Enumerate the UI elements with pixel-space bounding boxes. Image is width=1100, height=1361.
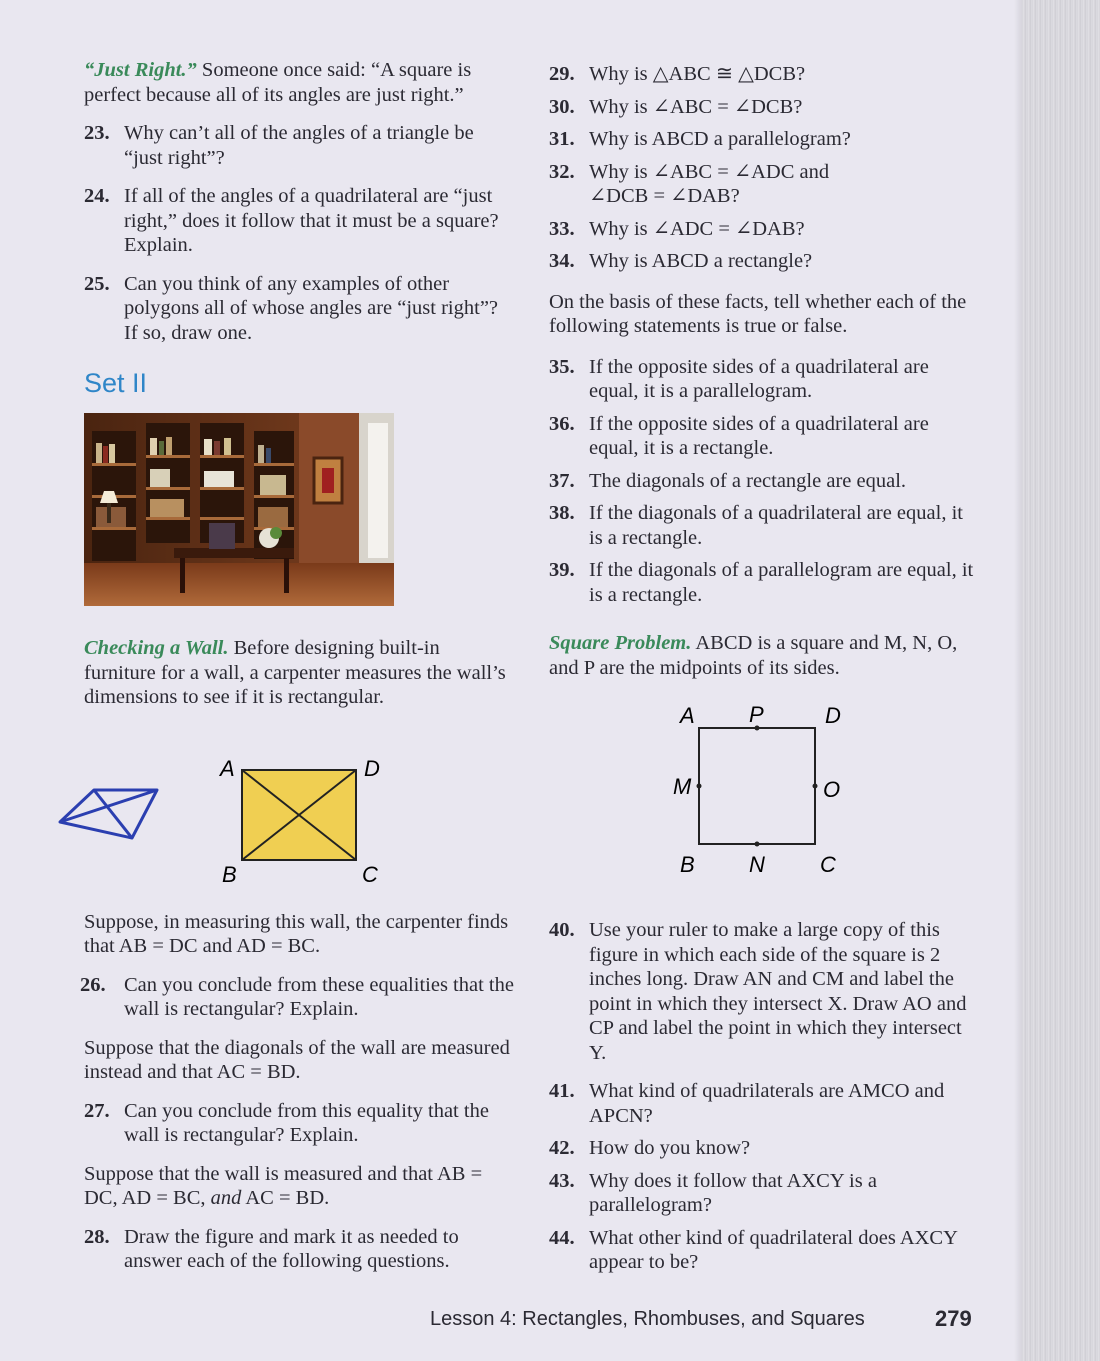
square-label-d: D — [825, 703, 841, 728]
question-36: 36. If the opposite sides of a quadrilateral are equal, it is a rectangle. — [549, 412, 929, 459]
set-heading: Set II — [84, 368, 148, 398]
question-38: 38. If the diagonals of a quadrilateral are equal, it is a rectangle. — [549, 502, 963, 549]
square-problem-lead: Square Problem. — [549, 632, 692, 654]
question-27: 27. Can you conclude from this equality that the wall is rectangular? Explain. — [84, 1099, 489, 1146]
book-page-edges — [1022, 0, 1100, 1361]
wall-figure — [84, 710, 514, 910]
question-35: 35. If the opposite sides of a quadrilateral are equal, it is a parallelogram. — [549, 355, 929, 402]
just-right-text: Someone once said: “A square is perfect because all of its angles are just right.” — [84, 59, 472, 106]
question-32: 32. Why is ∠ABC = ∠ADC and ∠DCB = ∠DAB? — [549, 160, 830, 207]
question-24: 24. If all of the angles of a quadrilateral are “just right,” does it follow that it must be a square? Explain. — [84, 185, 499, 256]
question-39: 39. If the diagonals of a parallelogram are equal, it is a rectangle. — [549, 559, 974, 606]
midpoint-n — [755, 842, 760, 847]
square-problem-intro — [549, 631, 979, 680]
question-42: 42. How do you know? — [549, 1137, 751, 1159]
square-label-m: M — [673, 774, 692, 799]
question-44: 44. What other kind of quadrilateral does AXCY appear to be? — [549, 1226, 958, 1273]
study-room-photo — [84, 413, 394, 606]
square-label-n: N — [749, 852, 765, 877]
page-number: 279 — [935, 1306, 972, 1331]
right-column — [549, 62, 979, 1275]
square-diagram — [549, 680, 979, 918]
midpoint-o — [813, 784, 818, 789]
square-label-b: B — [680, 852, 695, 877]
question-33: 33. Why is ∠ADC = ∠DAB? — [549, 217, 805, 240]
square-label-a: A — [680, 703, 695, 728]
square-figure — [549, 680, 979, 918]
question-43: 43. Why does it follow that AXCY is a parallelogram? — [549, 1169, 877, 1216]
lesson-footer: Lesson 4: Rectangles, Rhombuses, and Squares — [430, 1308, 865, 1330]
suppose-3: Suppose that the wall is measured and that AB = DC, AD = BC, and AC = BD. — [84, 1162, 483, 1209]
square-problem-text: ABCD is a square and M, N, O, and P are the midpoints of its sides. — [549, 632, 958, 679]
wall-diagram — [54, 710, 494, 910]
basis-instructions: On the basis of these facts, tell whether each of the following statements is true or false. — [549, 290, 967, 337]
question-26: 26. Can you conclude from these equalities that the wall is rectangular? Explain. — [80, 973, 514, 1020]
wall-label-a: A — [220, 755, 235, 781]
suppose-1: Suppose, in measuring this wall, the carpenter finds that AB = DC and AD = BC. — [84, 910, 509, 957]
checking-wall-intro — [84, 636, 514, 710]
question-25: 25. Can you think of any examples of other polygons all of whose angles are “just right”? If so, draw one. — [84, 272, 499, 344]
just-right-lead: “Just Right.” — [84, 59, 197, 81]
wall-label-c: C — [362, 861, 378, 887]
square-label-o: O — [823, 777, 841, 802]
question-29: 29. Why is △ABC ≅ △DCB? — [549, 63, 806, 85]
pen-sketch — [60, 790, 157, 838]
question-34: 34. Why is ABCD a rectangle? — [549, 250, 813, 272]
checking-wall-lead: Checking a Wall. — [84, 637, 229, 659]
question-41: 41. What kind of quadrilaterals are AMCO and APCN? — [549, 1080, 945, 1127]
checking-wall-text: Before designing built-in furniture for a wall, a carpenter measures the wall’s dimensions to see if it is rectangular. — [84, 637, 506, 708]
just-right-intro — [84, 58, 514, 107]
left-column — [80, 58, 514, 1274]
question-30: 30. Why is ∠ABC = ∠DCB? — [549, 95, 803, 118]
suppose-2: Suppose that the diagonals of the wall are measured instead and that AC = BD. — [84, 1036, 510, 1083]
square-abcd — [699, 728, 815, 844]
midpoint-m — [697, 784, 702, 789]
question-40: 40. Use your ruler to make a large copy of this figure in which each side of the square is 2 inches long. Draw AN and CM and label the point in which they intersect X. Draw AO and CP and label the point in which they intersect Y. — [549, 919, 967, 1064]
square-label-p: P — [749, 702, 764, 727]
wall-label-d: D — [364, 755, 380, 781]
square-label-c: C — [820, 852, 836, 877]
question-37: 37. The diagonals of a rectangle are equal. — [549, 469, 907, 492]
wall-label-b: B — [222, 861, 237, 887]
question-23: 23. Why can’t all of the angles of a triangle be “just right”? — [84, 122, 474, 169]
question-31: 31. Why is ABCD a parallelogram? — [549, 128, 851, 150]
question-28: 28. Draw the figure and mark it as needed to answer each of the following questions. — [84, 1225, 459, 1272]
